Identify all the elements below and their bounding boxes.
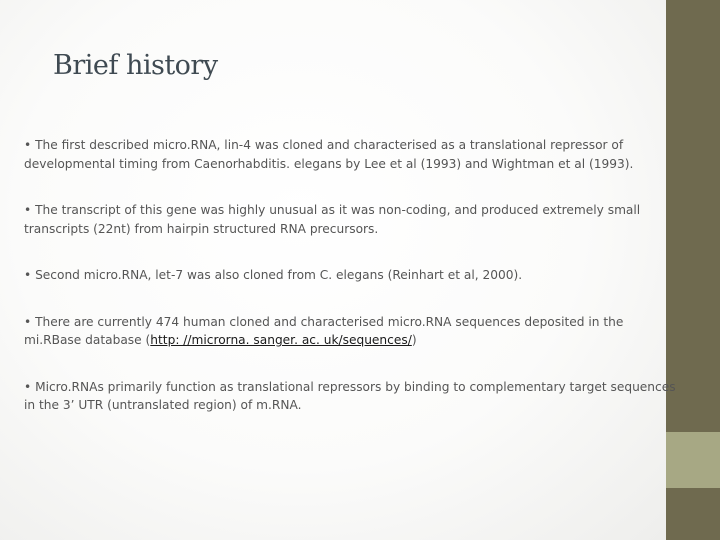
bullet-let7: • Second micro.RNA, let-7 was also cloned from C. elegans (Reinhart et al, 2000). xyxy=(24,268,523,282)
bullet-mirbase xyxy=(24,313,684,350)
bullet-mirbase-close: ) xyxy=(411,333,417,347)
slide-title: Brief history xyxy=(53,50,218,81)
bullet-lin4: • The first described micro.RNA, lin-4 was cloned and characterised as a translational repressor of developmental timing from Caenorhabditis. elegans by Lee et al (1993) and Wightman et al (1993). xyxy=(24,138,634,171)
bullet-list xyxy=(24,136,684,443)
bullet-transcript: • The transcript of this gene was highly unusual as it was non-coding, and produced extremely small transcripts (22nt) from hairpin structured RNA precursors. xyxy=(24,203,641,236)
mirbase-link[interactable]: http: //microrna. sanger. ac. uk/sequences/ xyxy=(150,333,412,347)
bullet-function: • Micro.RNAs primarily function as translational repressors by binding to complementary target sequences in the 3’ UTR (untranslated region) of m.RNA. xyxy=(24,379,676,412)
sidebar-bar-dark-bottom xyxy=(666,488,720,540)
bullet-mirbase-text: • There are currently 474 human cloned and characterised micro.RNA sequences deposited in the mi.RBase database ( xyxy=(24,314,624,347)
